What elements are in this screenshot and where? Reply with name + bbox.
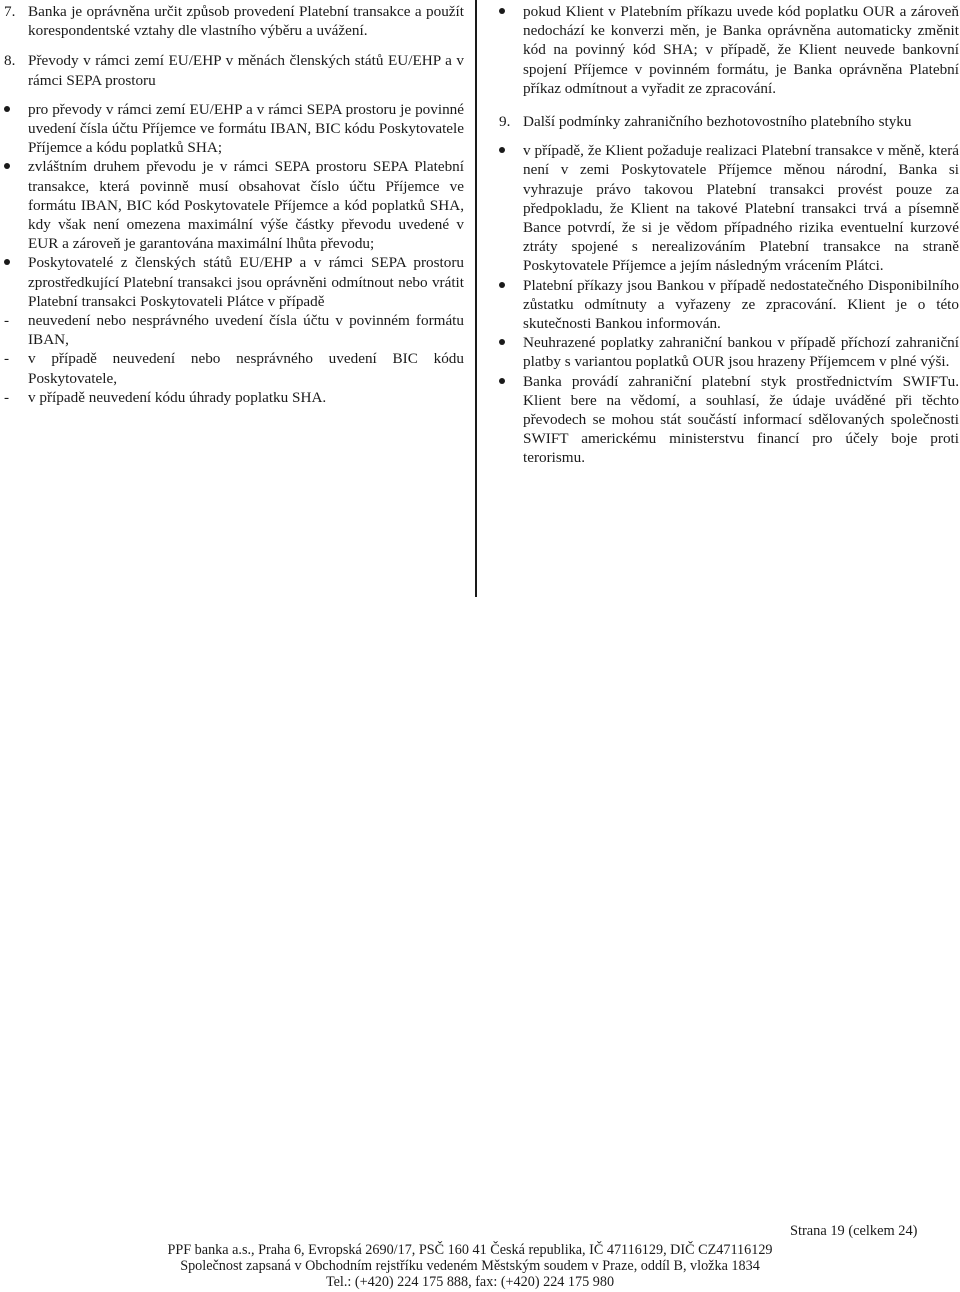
dash-marker: - [4,350,10,368]
list-item-text: neuvedení nebo nesprávného uvedení čísla účtu v povinném formátu IBAN, [28,312,464,349]
list-item-text: zvláštním druhem převodu je v rámci SEPA prostoru SEPA Platební transakce, která povinně musí obsahovat číslo účtu Příjemce ve formátu IBAN, BIC kód Poskytovatele Příjemce a kód poplatků SHA, kdy však není omezena maximální výše částky převodu uvedené v EUR a zároveň je garantována maximální lhůta převodu; [28,158,464,253]
rejection-reasons-list [4,311,464,407]
bullet-icon [499,147,505,153]
page-number: Strana 19 (celkem 24) [790,1223,918,1239]
section-8-number: 8. [4,52,16,70]
bullet-icon [499,282,505,288]
list-item [499,372,959,468]
list-item [4,311,464,349]
bullet-icon [4,106,10,112]
list-item-text: Banka provádí zahraniční platební styk prostřednictvím SWIFTu. Klient bere na vědomí, a souhlasí, že údaje uváděné při těchto převodech se mohou stát součástí informací sdělovaných společnosti SWIFT americkému ministerstvu financí pro účely boje proti terorismu. [523,372,959,467]
list-item-text: Neuhrazené poplatky zahraniční bankou v případě příchozí zahraniční platby s variantou poplatků OUR jsou hrazeny Příjemcem v plné výši. [523,334,959,371]
right-column [499,2,959,468]
bullet-icon [4,259,10,265]
bullet-icon [499,8,505,14]
left-column [4,2,464,407]
list-item [4,253,464,407]
section-8-heading [4,51,464,89]
list-item [4,157,464,253]
list-item [499,141,959,275]
list-item [4,388,464,407]
section-8-bullet-list [4,100,464,407]
list-item [499,2,959,98]
bullet-icon [4,163,10,169]
list-item-text: v případě, že Klient požaduje realizaci Platební transakce v měně, která není v zemi Poskytovatele Příjemce měnou národní, Banka si vyhrazuje právo takovou Platební transakci provést pouze za předpokladu, že Klient na takové Platební transakci trvá a písemně Bance potvrdí, že si je vědom případného rizika eventuelní kurzové ztráty spojené s nerealizováním Platební transakce na straně Poskytovatele Příjemce a jejím následným vrácením Plátci. [523,142,959,275]
list-item [499,276,959,334]
section-9-bullet-list [499,141,959,467]
section-9-number: 9. [499,113,511,131]
footer-registration: Společnost zapsaná v Obchodním rejstříku vedeném Městským soudem v Praze, oddíl B, vložka 1834 [180,1258,760,1274]
list-item-text: pokud Klient v Platebním příkazu uvede kód poplatku OUR a zároveň nedochází ke konverzi měn, je Banka oprávněna automaticky změnit kód na povinný kód SHA; v případě, že Klient neuvede bankovní spojení Příjemce v povinném formátu, je Banka oprávněna Platební příkaz odmítnout a vyřadit ze zpracování. [523,3,959,97]
section-7-number: 7. [4,3,16,20]
list-item [499,333,959,371]
list-item-text: Platební příkazy jsou Bankou v případě nedostatečného Disponibilního zůstatku odmítnuty a vyřazeny ze zpracování. Klient je o této skutečnosti Bankou informován. [523,276,959,333]
footer-company-address: PPF banka a.s., Praha 6, Evropská 2690/17, PSČ 160 41 Česká republika, IČ 47116129, DIČ CZ47116129 [167,1242,773,1258]
list-item [4,100,464,158]
section-9-title: Další podmínky zahraničního bezhotovostního platebního styku [523,113,912,131]
bullet-icon [499,378,505,384]
list-item-text: v případě neuvedení nebo nesprávného uvedení BIC kódu Poskytovatele, [28,350,464,387]
section-9-heading [499,112,959,131]
section-8-continued-list [499,2,959,98]
list-item-text: v případě neuvedení kódu úhrady poplatku SHA. [28,388,327,406]
section-7 [4,2,464,40]
list-item [4,349,464,387]
dash-marker: - [4,388,10,406]
section-8-title: Převody v rámci zemí EU/EHP v měnách členských států EU/EHP a v rámci SEPA prostoru [28,52,464,89]
section-7-text: Banka je oprávněna určit způsob provedení Platební transakce a použít korespondentské vztahy dle vlastního výběru a uvážení. [28,3,464,40]
bullet-icon [499,339,505,345]
list-item-text: pro převody v rámci zemí EU/EHP a v rámci SEPA prostoru je povinné uvedení čísla účtu Příjemce ve formátu IBAN, BIC kódu Poskytovatele Příjemce a kódu poplatků SHA; [28,100,464,157]
list-item-text: Poskytovatelé z členských států EU/EHP a v rámci SEPA prostoru zprostředkující Platební transakci jsou oprávněni odmítnout nebo vrátit Platební transakci Poskytovateli Plátce v případě [28,254,464,310]
column-divider [475,0,477,597]
footer-contact: Tel.: (+420) 224 175 888, fax: (+420) 224 175 980 [325,1274,615,1290]
dash-marker: - [4,312,10,330]
